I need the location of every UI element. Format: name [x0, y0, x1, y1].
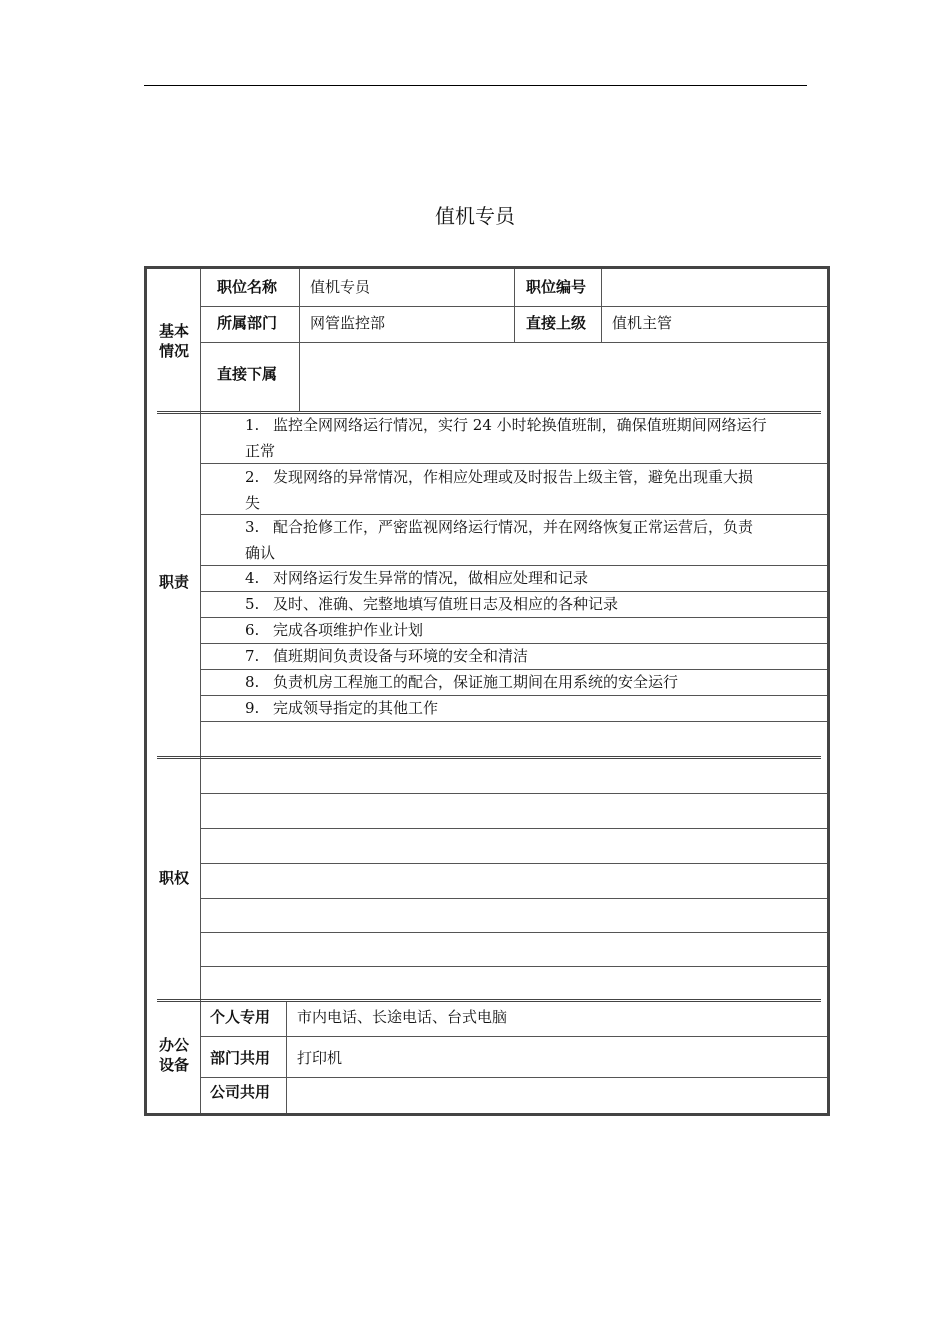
row-divider: [200, 932, 827, 933]
row-divider: [200, 898, 827, 899]
superior-value: 值机主管: [612, 314, 673, 332]
duty-item: 5. 及时、准确、完整地填写值班日志及相应的各种记录: [245, 595, 619, 613]
personal-use-value: 市内电话、长途电话、台式电脑: [297, 1008, 508, 1026]
duty-item: 3. 配合抢修工作，严密监视网络运行情况，并在网络恢复正常运营后，负责 确认: [245, 518, 754, 562]
row-divider: [200, 342, 827, 343]
department-shared-value: 打印机: [297, 1049, 343, 1067]
page-title: 值机专员: [435, 204, 515, 228]
department-label: 所属部门: [217, 314, 278, 332]
duty-item: 8. 负责机房工程施工的配合，保证施工期间在用系统的安全运行: [245, 673, 679, 691]
col-divider: [601, 269, 602, 342]
basic-section-label: 基本 情况: [158, 322, 189, 360]
col-divider: [286, 1002, 287, 1113]
section-column-divider: [200, 269, 201, 1113]
section-divider: [157, 756, 821, 759]
authority-section-label: 职权: [158, 869, 189, 887]
row-divider: [200, 1077, 827, 1078]
position-name-label: 职位名称: [217, 278, 278, 296]
row-divider: [200, 1036, 827, 1037]
subordinate-label: 直接下属: [217, 365, 278, 383]
department-value: 网管监控部: [310, 314, 386, 332]
duty-item: 6. 完成各项维护作业计划: [245, 621, 424, 639]
col-divider: [514, 269, 515, 342]
duty-item: 4. 对网络运行发生异常的情况，做相应处理和记录: [245, 569, 589, 587]
duty-item: 7. 值班期间负责设备与环境的安全和清洁: [245, 647, 529, 665]
job-description-table: [144, 266, 830, 1116]
personal-use-label: 个人专用: [210, 1008, 271, 1026]
row-divider: [200, 863, 827, 864]
header-rule: [144, 85, 807, 86]
duty-item: 9. 完成领导指定的其他工作: [245, 699, 439, 717]
superior-label: 直接上级: [526, 314, 587, 332]
equipment-section-label: 办公 设备: [158, 1036, 189, 1074]
department-shared-label: 部门共用: [210, 1049, 271, 1067]
col-divider: [299, 269, 300, 412]
duty-item: 2. 发现网络的异常情况，作相应处理或及时报告上级主管，避免出现重大损 失: [245, 468, 754, 512]
row-divider: [200, 793, 827, 794]
company-shared-label: 公司共用: [210, 1083, 271, 1101]
section-divider: [157, 999, 821, 1002]
row-divider: [200, 721, 827, 722]
row-divider: [200, 966, 827, 967]
position-code-label: 职位编号: [526, 278, 587, 296]
duties-section-label: 职责: [158, 573, 189, 591]
row-divider: [200, 828, 827, 829]
position-name-value: 值机专员: [310, 278, 371, 296]
duty-item: 1. 监控全网网络运行情况，实行 24 小时轮换值班制，确保值班期间网络运行 正常: [245, 416, 767, 460]
